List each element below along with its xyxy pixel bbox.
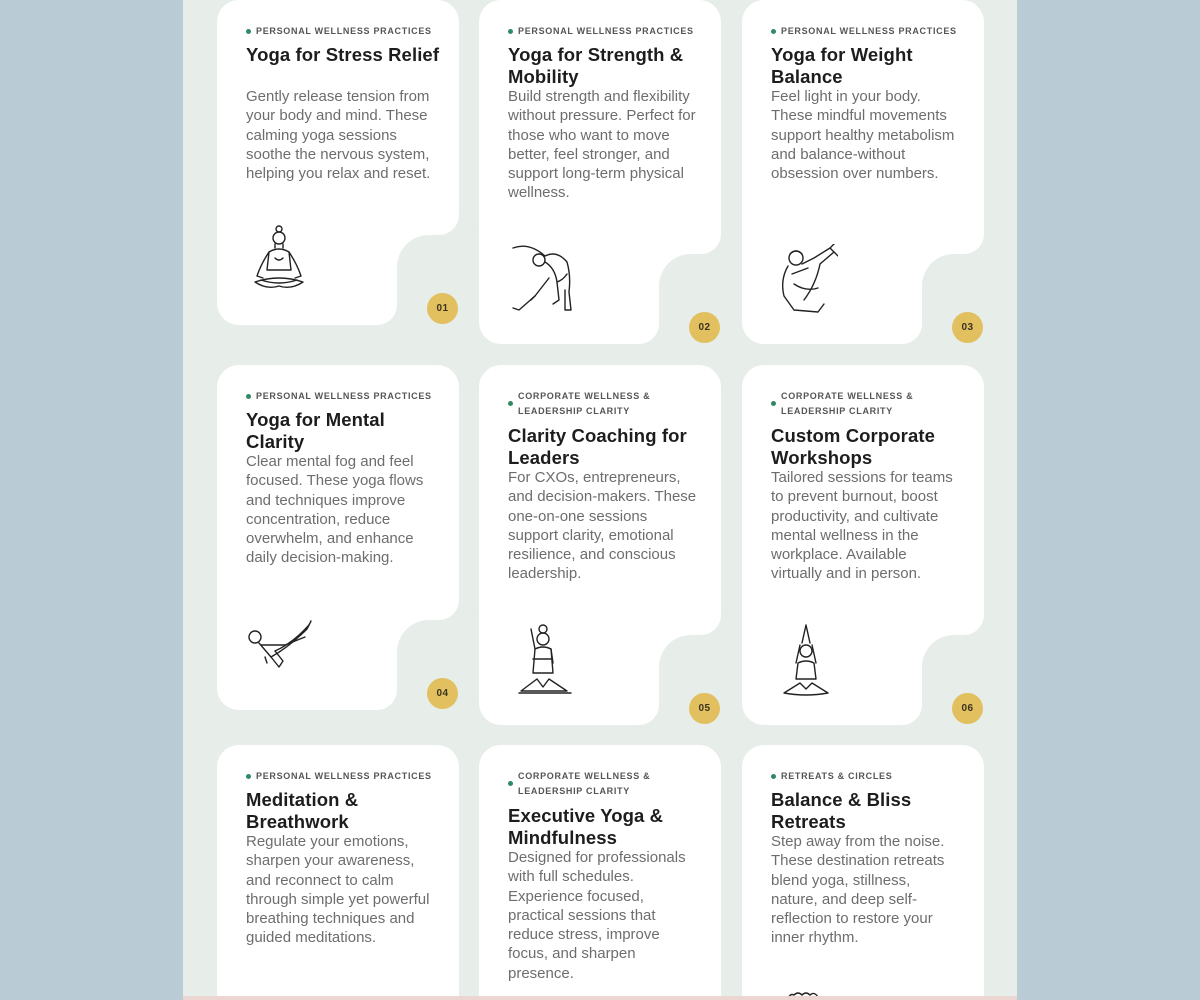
tag-dot-icon — [508, 29, 513, 34]
section-divider — [183, 996, 1017, 1000]
seated-hands-up-pose-icon — [517, 623, 573, 697]
card-number-badge: 03 — [952, 312, 983, 343]
tag-dot-icon — [771, 774, 776, 779]
card-description: Regulate your emotions, sharpen your awareness, and reconnect to calm through simple yet powerful breathing techniques and guided meditations. — [246, 833, 430, 947]
card-description: Feel light in your body. These mindful movements support healthy metabolism and balance-without obsession over numbers. — [771, 88, 955, 183]
card-number-badge: 05 — [689, 693, 720, 724]
card-tag: RETREATS & CIRCLES — [771, 769, 966, 784]
service-card-meditation-breathwork[interactable] — [217, 745, 459, 1000]
card-tag: CORPORATE WELLNESS & LEADERSHIP CLARITY — [771, 389, 966, 419]
card-tag: CORPORATE WELLNESS & LEADERSHIP CLARITY — [508, 389, 703, 419]
services-grid — [183, 0, 1017, 1000]
card-title: Yoga for Mental Clarity — [246, 409, 385, 452]
side-stretch-pose-icon — [509, 242, 575, 314]
service-card-weight-balance[interactable] — [742, 0, 984, 344]
card-description: Gently release tension from your body and mind. These calming yoga sessions soothe the nervous system, helping you relax and reset. — [246, 88, 431, 183]
tag-dot-icon — [771, 401, 776, 406]
card-number-badge: 01 — [427, 293, 458, 324]
card-description: Step away from the noise. These destination retreats blend yoga, stillness, nature, and deep self-reflection to restore your inner rhythm. — [771, 833, 945, 947]
card-tag: PERSONAL WELLNESS PRACTICES — [246, 389, 441, 404]
card-title: Yoga for Weight Balance — [771, 44, 913, 87]
card-tag: PERSONAL WELLNESS PRACTICES — [246, 24, 441, 39]
card-number-badge: 02 — [689, 312, 720, 343]
card-title: Clarity Coaching for Leaders — [508, 425, 687, 468]
card-title: Custom Corporate Workshops — [771, 425, 935, 468]
card-title: Yoga for Stress Relief — [246, 44, 440, 65]
service-card-stress-relief[interactable] — [217, 0, 459, 325]
card-description: For CXOs, entrepreneurs, and decision-makers. These one-on-one sessions support clarity, emotional resilience, and conscious leadership. — [508, 469, 697, 583]
seated-prayer-pose-icon — [782, 623, 830, 697]
service-card-mental-clarity[interactable] — [217, 365, 459, 710]
tag-dot-icon — [246, 774, 251, 779]
service-card-executive-yoga[interactable] — [479, 745, 721, 1000]
card-tag: PERSONAL WELLNESS PRACTICES — [246, 769, 441, 784]
card-number-badge: 04 — [427, 678, 458, 709]
card-title: Meditation & Breathwork — [246, 789, 359, 832]
card-description: Clear mental fog and feel focused. These yoga flows and techniques improve concentration, reduce overwhelm, and enhance daily decision-making. — [246, 453, 424, 567]
tag-dot-icon — [508, 401, 513, 406]
card-description: Designed for professionals with full schedules. Experience focused, practical sessions that reduce stress, improve focus, and sharpen presence. — [508, 849, 686, 982]
service-card-corporate-workshops[interactable] — [742, 365, 984, 725]
card-tag: PERSONAL WELLNESS PRACTICES — [771, 24, 966, 39]
card-title: Yoga for Strength & Mobility — [508, 44, 684, 87]
tag-dot-icon — [246, 29, 251, 34]
tag-dot-icon — [771, 29, 776, 34]
boat-pose-icon — [245, 617, 317, 673]
card-description: Tailored sessions for teams to prevent burnout, boost productivity, and cultivate mental wellness in the workplace. Available virtually and in person. — [771, 469, 953, 583]
card-title: Balance & Bliss Retreats — [771, 789, 912, 832]
meditating-figure-icon — [247, 224, 311, 294]
tag-dot-icon — [508, 781, 513, 786]
service-card-balance-bliss-retreats[interactable] — [742, 745, 984, 1000]
tag-dot-icon — [246, 394, 251, 399]
card-title: Executive Yoga & Mindfulness — [508, 805, 664, 848]
card-description: Build strength and flexibility without pressure. Perfect for those who want to move better, feel stronger, and support long-term physical wellness. — [508, 88, 696, 202]
seated-leg-stretch-icon — [774, 244, 838, 316]
card-tag: CORPORATE WELLNESS & LEADERSHIP CLARITY — [508, 769, 703, 799]
service-card-clarity-coaching[interactable] — [479, 365, 721, 725]
card-number-badge: 06 — [952, 693, 983, 724]
card-tag: PERSONAL WELLNESS PRACTICES — [508, 24, 703, 39]
service-card-strength-mobility[interactable] — [479, 0, 721, 344]
